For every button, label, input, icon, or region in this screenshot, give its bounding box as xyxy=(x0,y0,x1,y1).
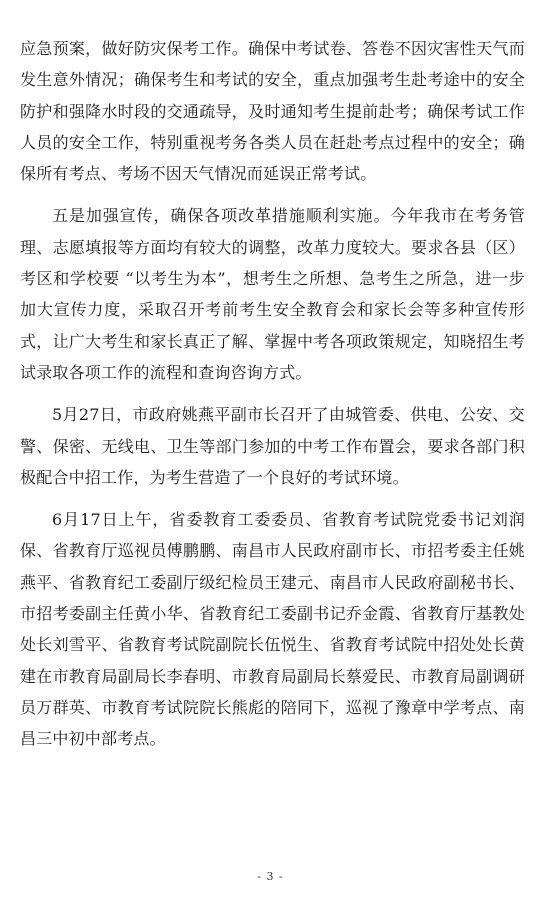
paragraph-publicity: 五是加强宣传，确保各项改革措施顺利实施。今年我市在考务管理、志愿填报等方面均有较大的调整，改革力度较大。要求各县（区）考区和学校要 “以考生为本”，想考生之所想、急考生之所急，进一步加大宣传力度，采取召开考前考生安全教育会和家长会等多种宣传形式，让广大考生和家长真正了解、掌握中考各项政策规定，知晓招生考试录取各项工作的流程和查询咨询方式。 xyxy=(20,206,525,382)
paragraph-may-27-meeting: 5月27日，市政府姚燕平副市长召开了由城管委、供电、公安、交警、保密、无线电、卫生等部门参加的中考工作布置会，要求各部门积极配合中招工作，为考生营造了一个良好的考试环境。 xyxy=(20,405,525,487)
paragraph-gap xyxy=(20,493,525,504)
paragraph-emergency-plan: 应急预案，做好防灾保考工作。确保中考试卷、答卷不因灾害性天气而发生意外情况；确保考生和考试的安全，重点加强考生赴考途中的安全防护和强降水时段的交通疏导，及时通知考生提前赴考；确保考试工作人员的安全工作，特别重视考务各类人员在赶赴考点过程中的安全；确保所有考点、考场不因天气情况而延误正常考试。 xyxy=(20,39,525,184)
paragraph-gap xyxy=(20,388,525,399)
body-text xyxy=(20,33,525,755)
paragraph-gap xyxy=(20,189,525,200)
paragraph-june-17-inspection: 6月17日上午，省委教育工委委员、省教育考试院党委书记刘润保、省教育厅巡视员傅鹏鹏、南昌市人民政府副市长、市招考委主任姚燕平、省教育纪工委副厅级纪检员王建元、南昌市人民政府副秘书长、市招考委副主任黄小华、省教育纪工委副书记乔金霞、省教育厅基教处处长刘雪平、省教育考试院副院长伍悦生、省教育考试院中招处处长黄建在市教育局副局长李春明、市教育局副局长蔡爱民、市教育局副调研员万群英、市教育考试院院长熊彪的陪同下，巡视了豫章中学考点、南昌三中初中部考点。 xyxy=(20,510,525,749)
page-number: - 3 - xyxy=(257,870,284,883)
